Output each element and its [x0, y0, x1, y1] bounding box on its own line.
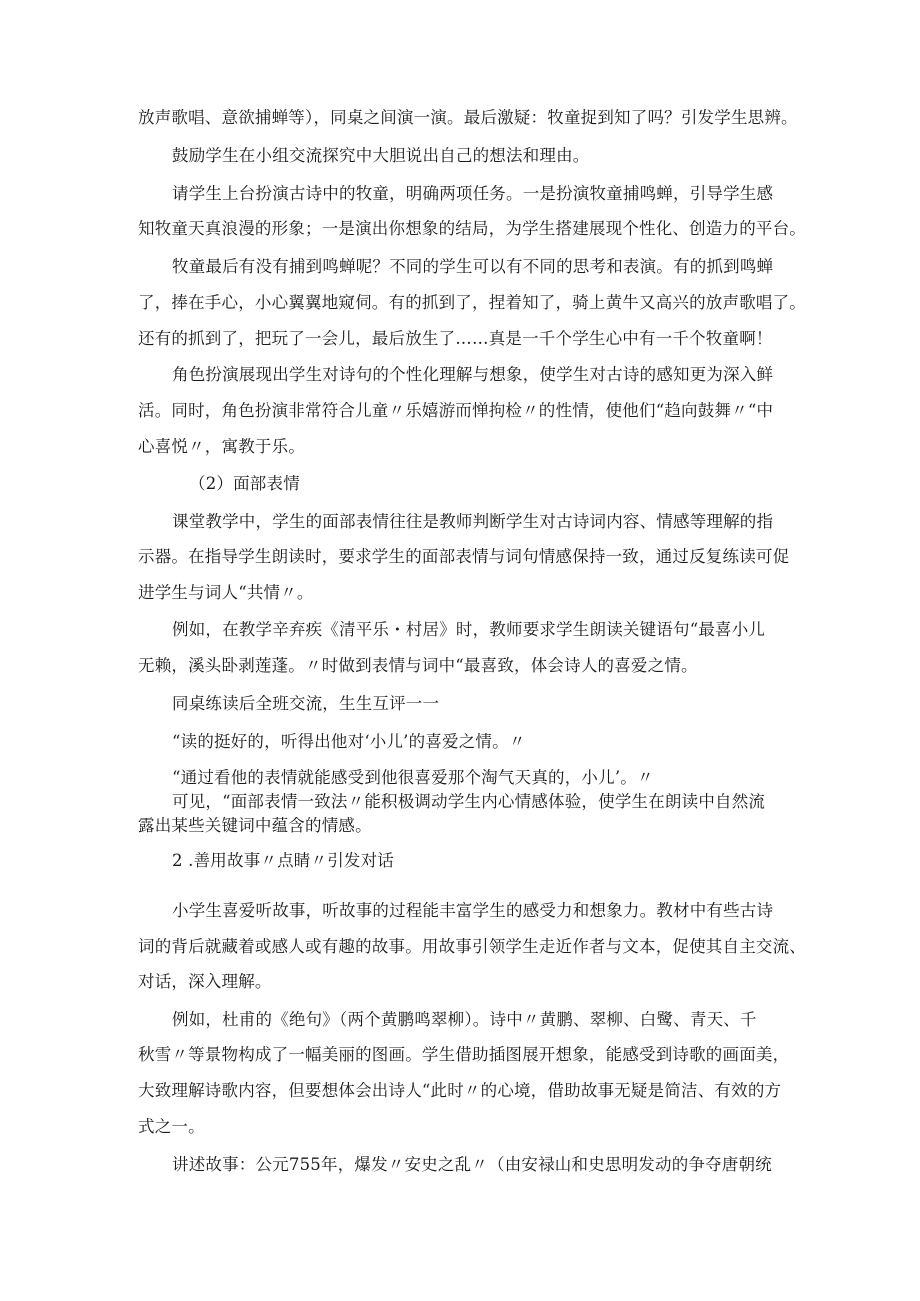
text-line: 小学生喜爱听故事，听故事的过程能丰富学生的感受力和想象力。教材中有些古诗	[172, 901, 774, 920]
section-heading: 2 .善用故事〃点睛〃引发对话	[172, 851, 394, 870]
text-line: 例如，在教学辛弃疾《清平乐・村居》时，教师要求学生朗读关键语句“最喜小儿	[172, 620, 766, 639]
text-line: 露出某些关键词中蕴含的情感。	[138, 816, 372, 835]
text-line: 放声歌唱、意欲捕蝉等），同桌之间演一演。最后激疑：牧童捉到知了吗？引发学生思辨。	[138, 108, 798, 127]
text-line: 请学生上台扮演古诗中的牧童，明确两项任务。一是扮演牧童捕鸣蝉，引导学生感	[172, 184, 774, 203]
text-line: 心喜悦〃，寓教于乐。	[138, 437, 305, 456]
text-line: 词的背后就藏着或感人或有趣的故事。用故事引领学生走近作者与文本，促使其自主交流、	[138, 937, 806, 956]
text-line: 对话，深入理解。	[138, 972, 272, 991]
text-line: 可见，“面部表情一致法〃能积极调动学生内心情感体验，使学生在朗读中自然流	[172, 792, 766, 811]
text-line: 知牧童天真浪漫的形象；一是演出你想象的结局，为学生搭建展现个性化、创造力的平台。	[138, 219, 806, 238]
text-line: 式之一。	[138, 1117, 205, 1136]
text-line: 进学生与词人“共情〃。	[138, 583, 314, 602]
text-line: 秋雪〃等景物构成了一幅美丽的图画。学生借助插图展开想象，能感受到诗歌的画面美，	[138, 1045, 790, 1064]
text-line: 大致理解诗歌内容，但要想体会出诗人“此时〃的心境，借助故事无疑是简洁、有效的方	[138, 1081, 782, 1100]
text-line: 还有的抓到了，把玩了一会儿，最后放生了……真是一千个学生心中有一千个牧童啊！	[138, 329, 773, 348]
text-line: 活。同时，角色扮演非常符合儿童〃乐嬉游而惮拘检〃的性情，使他们“趋向鼓舞〃“中	[138, 401, 774, 420]
quote-line: “通过看他的表情就能感受到他很喜爱那个淘气天真的，小儿’。〃	[172, 768, 654, 787]
text-line: 鼓励学生在小组交流探究中大胆说出自己的想法和理由。	[172, 146, 590, 165]
text-line: 牧童最后有没有捕到鸣蝉呢？不同的学生可以有不同的思考和表演。有的抓到鸣蝉	[172, 257, 774, 276]
quote-line: “读的挺好的，听得出他对‘小儿’的喜爱之情。〃	[172, 732, 526, 751]
text-line: 例如，杜甫的《绝句》（两个黄鹏鸣翠柳）。诗中〃黄鹏、翠柳、白鹭、青天、千	[172, 1010, 757, 1029]
text-line: 讲述故事：公元755年，爆发〃安史之乱〃（由安禄山和史思明发动的争夺唐朝统	[172, 1155, 772, 1174]
text-line: 同桌练读后全班交流，生生互评一一	[172, 694, 440, 713]
text-line: 了，捧在手心，小心翼翼地窥伺。有的抓到了，捏着知了，骑上黄牛又高兴的放声歌唱了。	[138, 293, 806, 312]
text-line: 课堂教学中，学生的面部表情往往是教师判断学生对古诗词内容、情感等理解的指	[172, 512, 774, 531]
section-heading: （2）面部表情	[189, 474, 300, 493]
text-line: 无赖，溪头卧剥莲蓬。〃时做到表情与词中“最喜致，体会诗人的喜爱之情。	[138, 656, 698, 675]
text-line: 角色扮演展现出学生对诗句的个性化理解与想象，使学生对古诗的感知更为深入鲜	[172, 365, 774, 384]
text-line: 示器。在指导学生朗读时，要求学生的面部表情与词句情感保持一致，通过反复练读可促	[138, 547, 790, 566]
